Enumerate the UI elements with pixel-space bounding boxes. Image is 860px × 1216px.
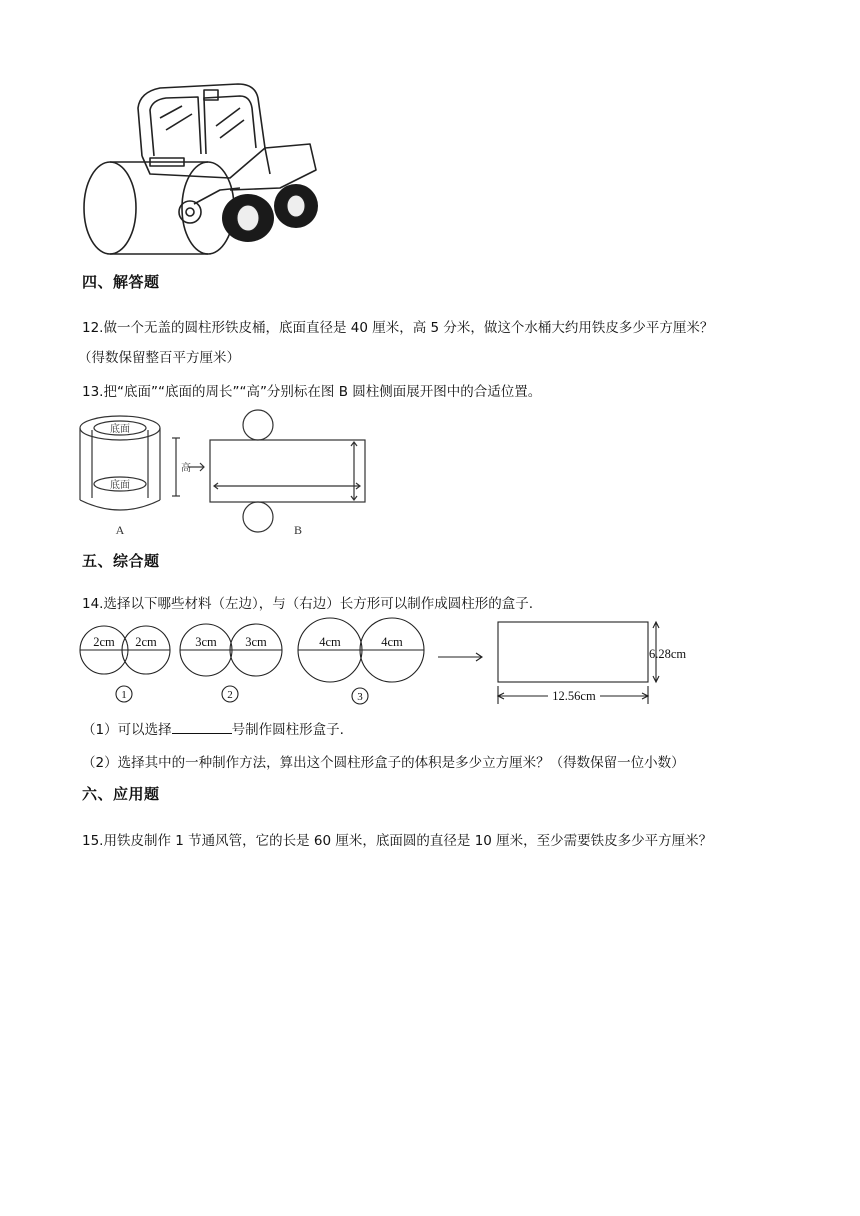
fig-a-bottom-label: 底面: [110, 480, 130, 491]
question-14-sub2: （2）选择其中的一种制作方法，算出这个圆柱形盒子的体积是多少立方厘米？（得数保留一位小数）: [82, 755, 685, 771]
question-13-text: 13.把“底面”“底面的周长”“高”分别标在图 B 圆柱侧面展开图中的合适位置。: [82, 384, 542, 400]
section-title-4: 四、解答题: [82, 273, 160, 291]
question-14-sub1: [82, 718, 344, 738]
material-1-right-label: 2cm: [135, 635, 157, 649]
cylinder-net-figure: [78, 408, 378, 538]
material-1-number: 1: [121, 689, 127, 701]
question-14-sub1-prefix: （1）可以选择: [82, 722, 172, 738]
road-roller-illustration: [80, 78, 325, 258]
fig-a-height-label: 高: [181, 463, 191, 474]
fig-a-top-label: 底面: [110, 424, 130, 435]
section-title-5: 五、综合题: [82, 552, 160, 570]
materials-figure: [78, 612, 698, 712]
question-15-text: 15.用铁皮制作 1 节通风管，它的长是 60 厘米，底面圆的直径是 10 厘米，至少需要铁皮多少平方厘米？: [82, 833, 713, 849]
rect-width-label: 12.56cm: [552, 689, 596, 703]
question-14-sub1-suffix: 号制作圆柱形盒子.: [231, 722, 344, 738]
material-3-left-label: 4cm: [319, 635, 341, 649]
material-1-left-label: 2cm: [93, 635, 115, 649]
material-3-right-label: 4cm: [381, 635, 403, 649]
material-2-number: 2: [227, 689, 233, 701]
material-3-number: 3: [357, 691, 363, 703]
question-12-line1: 12.做一个无盖的圆柱形铁皮桶，底面直径是 40 厘米，高 5 分米，做这个水桶大约用铁皮多少平方厘米？: [82, 320, 714, 336]
question-12-line2: （得数保留整百平方厘米）: [78, 350, 240, 366]
section-title-6: 六、应用题: [82, 785, 160, 803]
material-2-left-label: 3cm: [195, 635, 217, 649]
answer-blank[interactable]: [172, 721, 232, 734]
fig-b-label: B: [293, 523, 303, 537]
fig-a-label: A: [115, 523, 125, 537]
material-2-right-label: 3cm: [245, 635, 267, 649]
rect-height-label: 6.28cm: [649, 647, 687, 661]
question-14-text: 14.选择以下哪些材料（左边），与（右边）长方形可以制作成圆柱形的盒子.: [82, 596, 534, 612]
